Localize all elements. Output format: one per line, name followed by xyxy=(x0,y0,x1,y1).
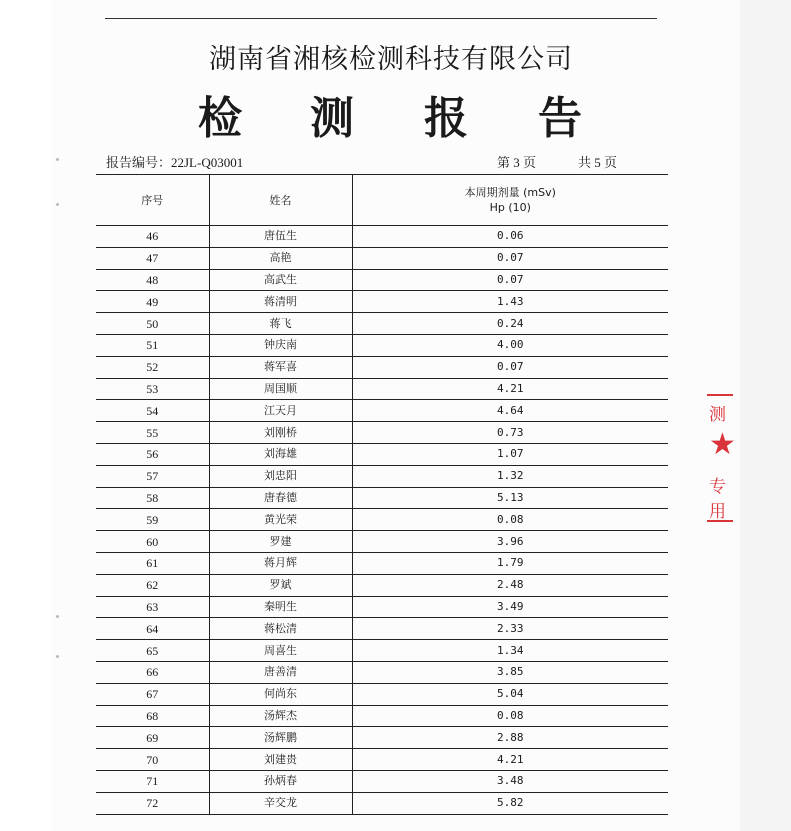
name-cell: 汤辉杰 xyxy=(209,705,352,727)
name-cell: 蒋松清 xyxy=(209,618,352,640)
dose-cell: 0.07 xyxy=(352,356,668,378)
seq-cell: 62 xyxy=(96,574,209,596)
name-cell: 蒋月辉 xyxy=(209,552,352,574)
name-cell: 钟庆南 xyxy=(209,334,352,356)
dose-cell: 0.06 xyxy=(352,226,668,248)
title-char: 检 xyxy=(198,93,242,144)
page-current: 第 3 页 xyxy=(497,155,537,170)
seq-cell: 49 xyxy=(96,291,209,313)
name-cell: 周国顺 xyxy=(209,378,352,400)
table-row xyxy=(96,378,668,400)
dose-cell: 2.88 xyxy=(352,727,668,749)
name-cell: 唐善清 xyxy=(209,661,352,683)
report-number: 报告编号：22JL-Q03001 xyxy=(106,155,244,170)
report-title xyxy=(0,82,791,144)
dose-cell: 0.08 xyxy=(352,705,668,727)
scan-speck xyxy=(56,203,59,206)
table-header-row xyxy=(96,175,668,226)
seal-line xyxy=(707,394,733,396)
table-row xyxy=(96,422,668,444)
seal-line xyxy=(707,520,733,522)
seq-cell: 71 xyxy=(96,770,209,792)
name-cell: 蒋军喜 xyxy=(209,356,352,378)
dose-cell: 3.49 xyxy=(352,596,668,618)
seq-cell: 61 xyxy=(96,552,209,574)
name-cell: 刘刚桥 xyxy=(209,422,352,444)
dose-cell: 0.73 xyxy=(352,422,668,444)
seq-cell: 58 xyxy=(96,487,209,509)
dose-table xyxy=(96,174,668,815)
seq-cell: 57 xyxy=(96,465,209,487)
seq-cell: 68 xyxy=(96,705,209,727)
table-row xyxy=(96,749,668,771)
title-char: 测 xyxy=(310,93,354,144)
seal-text-top: 测 xyxy=(709,405,726,425)
seq-cell: 69 xyxy=(96,727,209,749)
table-row xyxy=(96,443,668,465)
table-row xyxy=(96,291,668,313)
seal-star-icon: ★ xyxy=(709,427,736,462)
scan-speck xyxy=(56,655,59,658)
dose-cell: 4.21 xyxy=(352,749,668,771)
dose-cell: 1.79 xyxy=(352,552,668,574)
seq-cell: 53 xyxy=(96,378,209,400)
name-cell: 高艳 xyxy=(209,247,352,269)
dose-cell: 5.82 xyxy=(352,792,668,814)
seq-cell: 64 xyxy=(96,618,209,640)
title-char: 告 xyxy=(538,93,582,144)
name-cell: 江天月 xyxy=(209,400,352,422)
seq-cell: 56 xyxy=(96,443,209,465)
table-row xyxy=(96,705,668,727)
seq-cell: 60 xyxy=(96,531,209,553)
seq-cell: 70 xyxy=(96,749,209,771)
seq-cell: 50 xyxy=(96,313,209,335)
table-row xyxy=(96,618,668,640)
name-cell: 刘忠阳 xyxy=(209,465,352,487)
name-cell: 黄光荣 xyxy=(209,509,352,531)
seal-text-bottom: 专用 xyxy=(709,477,726,522)
seq-cell: 65 xyxy=(96,640,209,662)
header-rule xyxy=(105,18,657,19)
col-header-dose xyxy=(352,175,668,226)
name-cell: 蒋清明 xyxy=(209,291,352,313)
dose-cell: 5.04 xyxy=(352,683,668,705)
seq-cell: 72 xyxy=(96,792,209,814)
name-cell: 辛交龙 xyxy=(209,792,352,814)
seq-cell: 48 xyxy=(96,269,209,291)
table-row xyxy=(96,661,668,683)
official-seal-fragment xyxy=(703,388,736,528)
seq-cell: 59 xyxy=(96,509,209,531)
name-cell: 高武生 xyxy=(209,269,352,291)
table-row xyxy=(96,552,668,574)
table-row xyxy=(96,487,668,509)
dose-cell: 4.21 xyxy=(352,378,668,400)
seq-cell: 52 xyxy=(96,356,209,378)
dose-cell: 4.00 xyxy=(352,334,668,356)
table-row xyxy=(96,596,668,618)
dose-header-quantity: Hp (10) xyxy=(489,201,531,214)
table-row xyxy=(96,770,668,792)
name-cell: 唐春德 xyxy=(209,487,352,509)
dose-cell: 3.96 xyxy=(352,531,668,553)
page-total: 共 5 页 xyxy=(578,155,618,170)
seq-cell: 54 xyxy=(96,400,209,422)
dose-cell: 0.24 xyxy=(352,313,668,335)
table-body xyxy=(96,226,668,815)
table-row xyxy=(96,531,668,553)
col-header-seq: 序号 xyxy=(96,175,209,226)
table-row xyxy=(96,269,668,291)
seq-cell: 66 xyxy=(96,661,209,683)
name-cell: 刘建贵 xyxy=(209,749,352,771)
name-cell: 孙炳春 xyxy=(209,770,352,792)
name-cell: 秦明生 xyxy=(209,596,352,618)
name-cell: 周喜生 xyxy=(209,640,352,662)
seq-cell: 67 xyxy=(96,683,209,705)
dose-cell: 5.13 xyxy=(352,487,668,509)
seq-cell: 55 xyxy=(96,422,209,444)
table-row xyxy=(96,683,668,705)
dose-header-unit: 本周期剂量 (mSv) xyxy=(464,186,556,199)
company-name: 湖南省湘核检测科技有限公司 xyxy=(209,44,573,75)
dose-cell: 3.48 xyxy=(352,770,668,792)
dose-cell: 2.48 xyxy=(352,574,668,596)
name-cell: 罗斌 xyxy=(209,574,352,596)
table-row xyxy=(96,574,668,596)
name-cell: 罗建 xyxy=(209,531,352,553)
table-row xyxy=(96,247,668,269)
name-cell: 汤辉鹏 xyxy=(209,727,352,749)
name-cell: 刘海雄 xyxy=(209,443,352,465)
table-row xyxy=(96,465,668,487)
dose-cell: 1.43 xyxy=(352,291,668,313)
dose-cell: 1.07 xyxy=(352,443,668,465)
table-row xyxy=(96,792,668,814)
dose-cell: 0.08 xyxy=(352,509,668,531)
dose-cell: 4.64 xyxy=(352,400,668,422)
col-header-name: 姓名 xyxy=(209,175,352,226)
table-row xyxy=(96,334,668,356)
seq-cell: 63 xyxy=(96,596,209,618)
scan-speck xyxy=(56,615,59,618)
table-row xyxy=(96,226,668,248)
dose-cell: 3.85 xyxy=(352,661,668,683)
table-row xyxy=(96,509,668,531)
seq-cell: 51 xyxy=(96,334,209,356)
seq-cell: 47 xyxy=(96,247,209,269)
table-row xyxy=(96,727,668,749)
table-row xyxy=(96,400,668,422)
dose-cell: 2.33 xyxy=(352,618,668,640)
table-row xyxy=(96,356,668,378)
name-cell: 蒋飞 xyxy=(209,313,352,335)
seq-cell: 46 xyxy=(96,226,209,248)
name-cell: 何尚东 xyxy=(209,683,352,705)
name-cell: 唐伍生 xyxy=(209,226,352,248)
dose-cell: 1.34 xyxy=(352,640,668,662)
scan-speck xyxy=(56,158,59,161)
title-char: 报 xyxy=(424,93,468,144)
dose-cell: 0.07 xyxy=(352,247,668,269)
table-row xyxy=(96,640,668,662)
dose-cell: 0.07 xyxy=(352,269,668,291)
table-row xyxy=(96,313,668,335)
dose-cell: 1.32 xyxy=(352,465,668,487)
